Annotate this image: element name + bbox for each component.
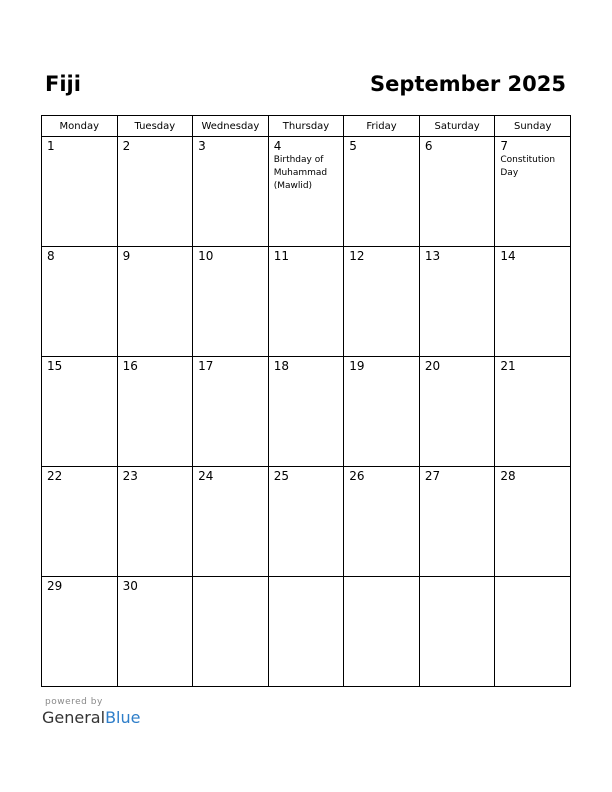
empty-day-cell [419,577,495,687]
day-number: 25 [273,469,289,483]
day-cell [117,577,193,687]
day-number: 10 [198,249,214,263]
empty-day-cell [495,577,571,687]
day-number: 29 [47,579,63,593]
day-cell [193,137,269,247]
day-cell [117,247,193,357]
day-cell [419,357,495,467]
day-number: 3 [198,139,206,153]
day-cell [419,467,495,577]
day-number: 22 [47,469,63,483]
day-cell [268,357,344,467]
week-row [42,467,571,577]
day-cell [419,137,495,247]
day-cell [268,137,344,247]
day-cell [495,247,571,357]
day-number: 23 [122,469,138,483]
weekday-header: Thursday [268,116,344,137]
day-cell [495,467,571,577]
day-number: 30 [122,579,138,593]
day-cell [42,137,118,247]
day-cell [268,467,344,577]
day-cell [495,357,571,467]
day-cell [117,137,193,247]
day-number: 26 [349,469,365,483]
holiday-label: Birthday of Muhammad (Mawlid) [273,155,328,191]
empty-day-cell [193,577,269,687]
day-number: 19 [349,359,365,373]
week-row [42,357,571,467]
day-number: 24 [198,469,214,483]
day-number: 12 [349,249,365,263]
day-number: 1 [47,139,55,153]
day-number: 16 [122,359,138,373]
day-number: 13 [424,249,441,263]
brand-general-text: General [42,708,106,727]
empty-day-cell [344,577,420,687]
day-cell [42,467,118,577]
day-cell [344,357,420,467]
empty-day-cell [268,577,344,687]
weekday-header: Monday [42,116,118,137]
day-cell [193,357,269,467]
day-number: 15 [47,359,63,373]
weekday-header: Tuesday [117,116,193,137]
day-cell [495,137,571,247]
day-number: 4 [273,139,282,153]
month-year-title: September 2025 [370,72,566,96]
day-cell [193,247,269,357]
day-number: 6 [424,139,433,153]
weekday-header: Wednesday [193,116,269,137]
weekday-header: Friday [344,116,420,137]
weekday-header: Saturday [419,116,495,137]
day-number: 28 [500,469,516,483]
weekday-header: Sunday [495,116,571,137]
powered-by-label: powered by [45,697,103,707]
week-row [42,577,571,687]
week-row [42,247,571,357]
day-number: 21 [500,359,516,373]
day-number: 20 [424,359,441,373]
day-number: 5 [349,139,357,153]
day-number: 17 [198,359,214,373]
day-number: 11 [273,249,289,263]
day-number: 7 [500,139,509,153]
day-cell [344,467,420,577]
day-number: 18 [273,359,289,373]
day-cell [42,357,118,467]
day-cell [193,467,269,577]
day-cell [42,247,118,357]
day-cell [268,247,344,357]
calendar-grid [41,115,571,687]
day-number: 27 [424,469,441,483]
holiday-label: Constitution Day [500,155,556,178]
day-cell [117,467,193,577]
day-cell [419,247,495,357]
weekday-header-row [42,116,571,137]
brand-blue-text: Blue [105,708,141,727]
country-title: Fiji [45,72,81,96]
day-number: 8 [47,249,55,263]
day-number: 9 [122,249,131,263]
day-cell [117,357,193,467]
week-row [42,137,571,247]
day-cell [344,247,420,357]
generalblue-logo[interactable] [42,708,140,728]
day-number: 14 [500,249,516,263]
day-number: 2 [122,139,131,153]
day-cell [344,137,420,247]
day-cell [42,577,118,687]
